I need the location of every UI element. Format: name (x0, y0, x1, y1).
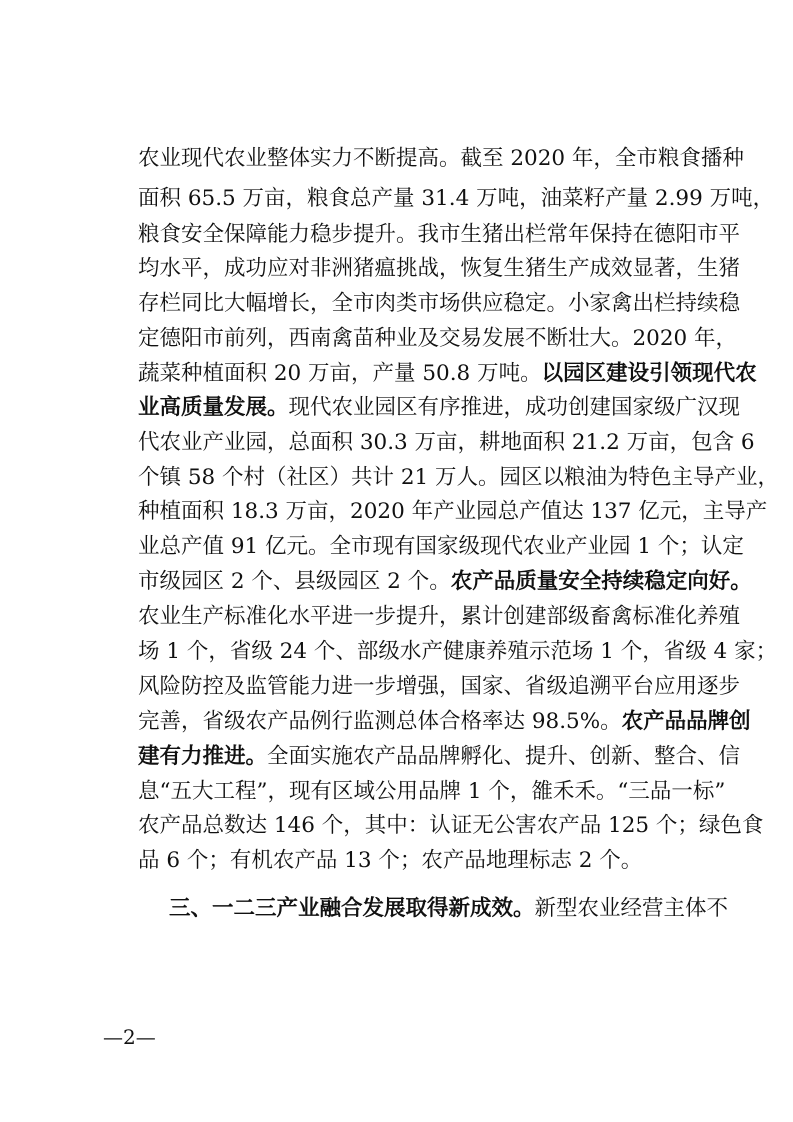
text-run: 定德阳市前列，西南禽苗种业及交易发展不断壮大。2020 年， (138, 326, 738, 351)
text-run: 现代农业园区有序推进，成功创建国家级广汉现 (288, 395, 741, 420)
text-line (138, 183, 775, 215)
text-line (138, 288, 741, 320)
text-line (138, 566, 752, 598)
text-run: 蔬菜种植面积 20 万亩，产量 50.8 万吨。 (138, 361, 542, 386)
text-line (138, 358, 757, 390)
text-line (138, 531, 744, 563)
text-run: 农业现代农业整体实力不断提高。截至 2020 年，全市粮食播种 (138, 146, 744, 171)
bold-heading-run: 农产品品牌创 (621, 709, 751, 734)
text-run: 场 1 个，省级 24 个、部级水产健康养殖示范场 1 个，省级 4 家； (138, 639, 778, 664)
text-line (138, 219, 741, 251)
text-line (138, 323, 738, 355)
text-line (138, 671, 741, 703)
text-line (169, 893, 729, 925)
text-run: 风险防控及监管能力进一步增强，国家、省级追溯平台应用逐步 (138, 674, 741, 699)
text-run: 均水平，成功应对非洲猪瘟挑战，恢复生猪生产成效显著，生猪 (138, 256, 741, 281)
text-run: 存栏同比大幅增长，全市肉类市场供应稳定。小家禽出栏持续稳 (138, 291, 741, 316)
bold-heading-run: 业高质量发展。 (138, 395, 289, 420)
bold-heading-run: 三、一二三产业融合发展取得新成效。 (169, 896, 535, 921)
text-run: 完善，省级农产品例行监测总体合格率达 98.5%。 (138, 709, 622, 734)
text-line (138, 143, 744, 175)
text-line (138, 810, 764, 842)
text-run: 市级园区 2 个、县级园区 2 个。 (138, 569, 451, 594)
text-run: 粮食安全保障能力稳步提升。我市生猪出栏常年保持在德阳市平 (138, 222, 741, 247)
text-line (138, 601, 741, 633)
text-run: 种植面积 18.3 万亩，2020 年产业园总产值达 137 亿元，主导产 (138, 499, 768, 524)
page-number: —2— (103, 1025, 156, 1049)
text-line (138, 776, 726, 808)
text-line (138, 496, 768, 528)
text-line (138, 427, 755, 459)
text-line (138, 706, 751, 738)
bold-heading-run: 农产品质量安全持续稳定向好。 (450, 569, 752, 594)
text-run: 业总产值 91 亿元。全市现有国家级现代农业产业园 1 个；认定 (138, 534, 744, 559)
text-line (138, 636, 778, 668)
text-line (138, 462, 780, 494)
text-run: 个镇 58 个村（社区）共计 21 万人。园区以粮油为特色主导产业， (138, 465, 780, 490)
text-run: 农业生产标准化水平进一步提升，累计创建部级畜禽标准化养殖 (138, 604, 741, 629)
bold-heading-run: 以园区建设引领现代农 (541, 361, 757, 386)
text-run: 全面实施农产品品牌孵化、提升、创新、整合、信 (267, 744, 741, 769)
text-run: 代农业产业园，总面积 30.3 万亩，耕地面积 21.2 万亩，包含 6 (138, 430, 755, 455)
bold-heading-run: 建有力推进。 (138, 744, 268, 769)
text-line (138, 845, 698, 877)
text-run: 面积 65.5 万亩，粮食总产量 31.4 万吨，油菜籽产量 2.99 万吨， (138, 186, 775, 211)
text-line (138, 741, 741, 773)
text-run: 品 6 个；有机农产品 13 个；农产品地理标志 2 个。 (138, 848, 643, 873)
text-run: 新型农业经营主体不 (534, 896, 729, 921)
text-run: 农产品总数达 146 个，其中：认证无公害农产品 125 个；绿色食 (138, 813, 764, 838)
text-line (138, 392, 741, 424)
text-line (138, 253, 741, 285)
text-run: 息“五大工程”，现有区域公用品牌 1 个，雒禾禾。“三品一标” (138, 779, 726, 804)
